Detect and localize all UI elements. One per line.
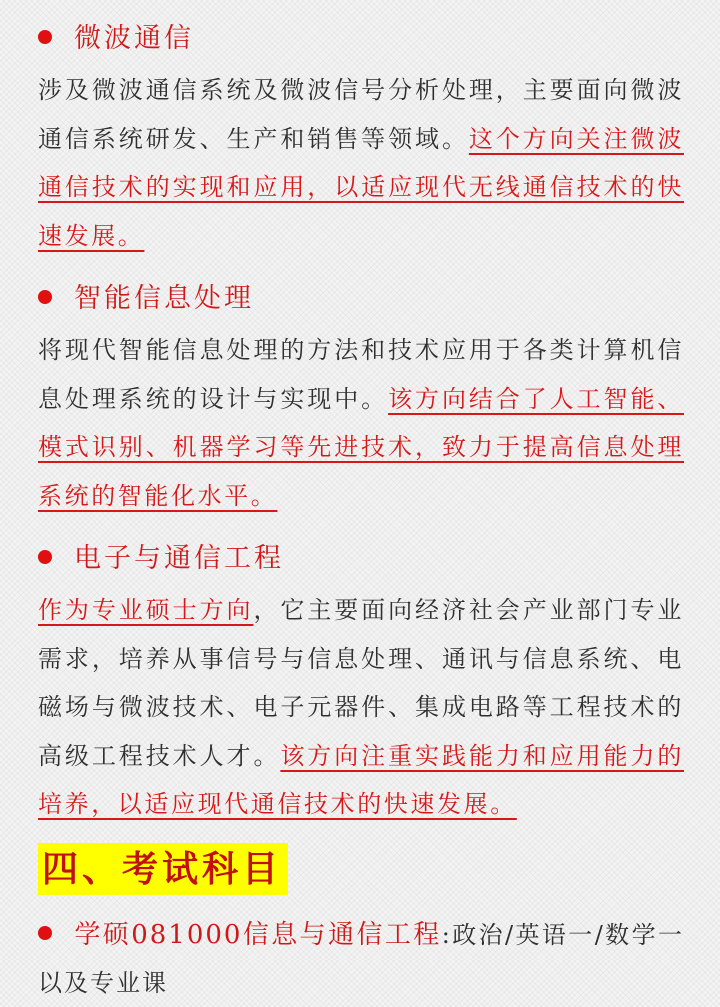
- bullet-icon: [38, 550, 52, 564]
- exam-item-text: :政治/英语一/数学一以及专业课: [38, 920, 684, 997]
- section-heading-electronics-communication: [38, 534, 684, 584]
- section-paragraph-electronics-communication: [38, 586, 684, 829]
- paragraph-text: ，它主要面向经济社会产业部门专业需求，培养从事信号与信息处理、通讯与信息系统、电磁场与微波技术、电子元器件、集成电路等工程技术的高级工程技术人才。: [38, 596, 684, 770]
- section-heading-intelligent-processing: [38, 274, 684, 324]
- highlighted-text: 这个方向关注微波通信技术的实现和应用，以适应现代无线通信技术的快速发展。: [38, 124, 684, 250]
- bullet-icon: [38, 926, 52, 940]
- section-paragraph-microwave: [38, 66, 684, 260]
- lead-highlighted-text: 作为专业硕士方向: [38, 596, 254, 624]
- highlighted-text: 该方向注重实践能力和应用能力的培养，以适应现代通信技术的快速发展。: [38, 741, 684, 818]
- document-page: [38, 0, 684, 1007]
- exam-item: [38, 911, 684, 1007]
- section-title: 电子与通信工程: [74, 543, 284, 574]
- paragraph-text: 将现代智能信息处理的方法和技术应用于各类计算机信息处理系统的设计与实现中。: [38, 336, 684, 413]
- paragraph-text: 涉及微波通信系统及微波信号分析处理，主要面向微波通信系统研发、生产和销售等领域。: [38, 76, 684, 153]
- section-heading-microwave: [38, 14, 684, 64]
- exam-subjects-heading: 四、考试科目: [38, 843, 288, 895]
- exam-item-label: 学硕081000信息与通信工程: [74, 919, 442, 950]
- bullet-icon: [38, 30, 52, 44]
- bullet-icon: [38, 290, 52, 304]
- section-title: 智能信息处理: [74, 283, 254, 314]
- highlighted-text: 该方向结合了人工智能、模式识别、机器学习等先进技术，致力于提高信息处理系统的智能化水平。: [38, 384, 684, 510]
- section-title: 微波通信: [74, 23, 194, 54]
- section-paragraph-intelligent-processing: [38, 326, 684, 520]
